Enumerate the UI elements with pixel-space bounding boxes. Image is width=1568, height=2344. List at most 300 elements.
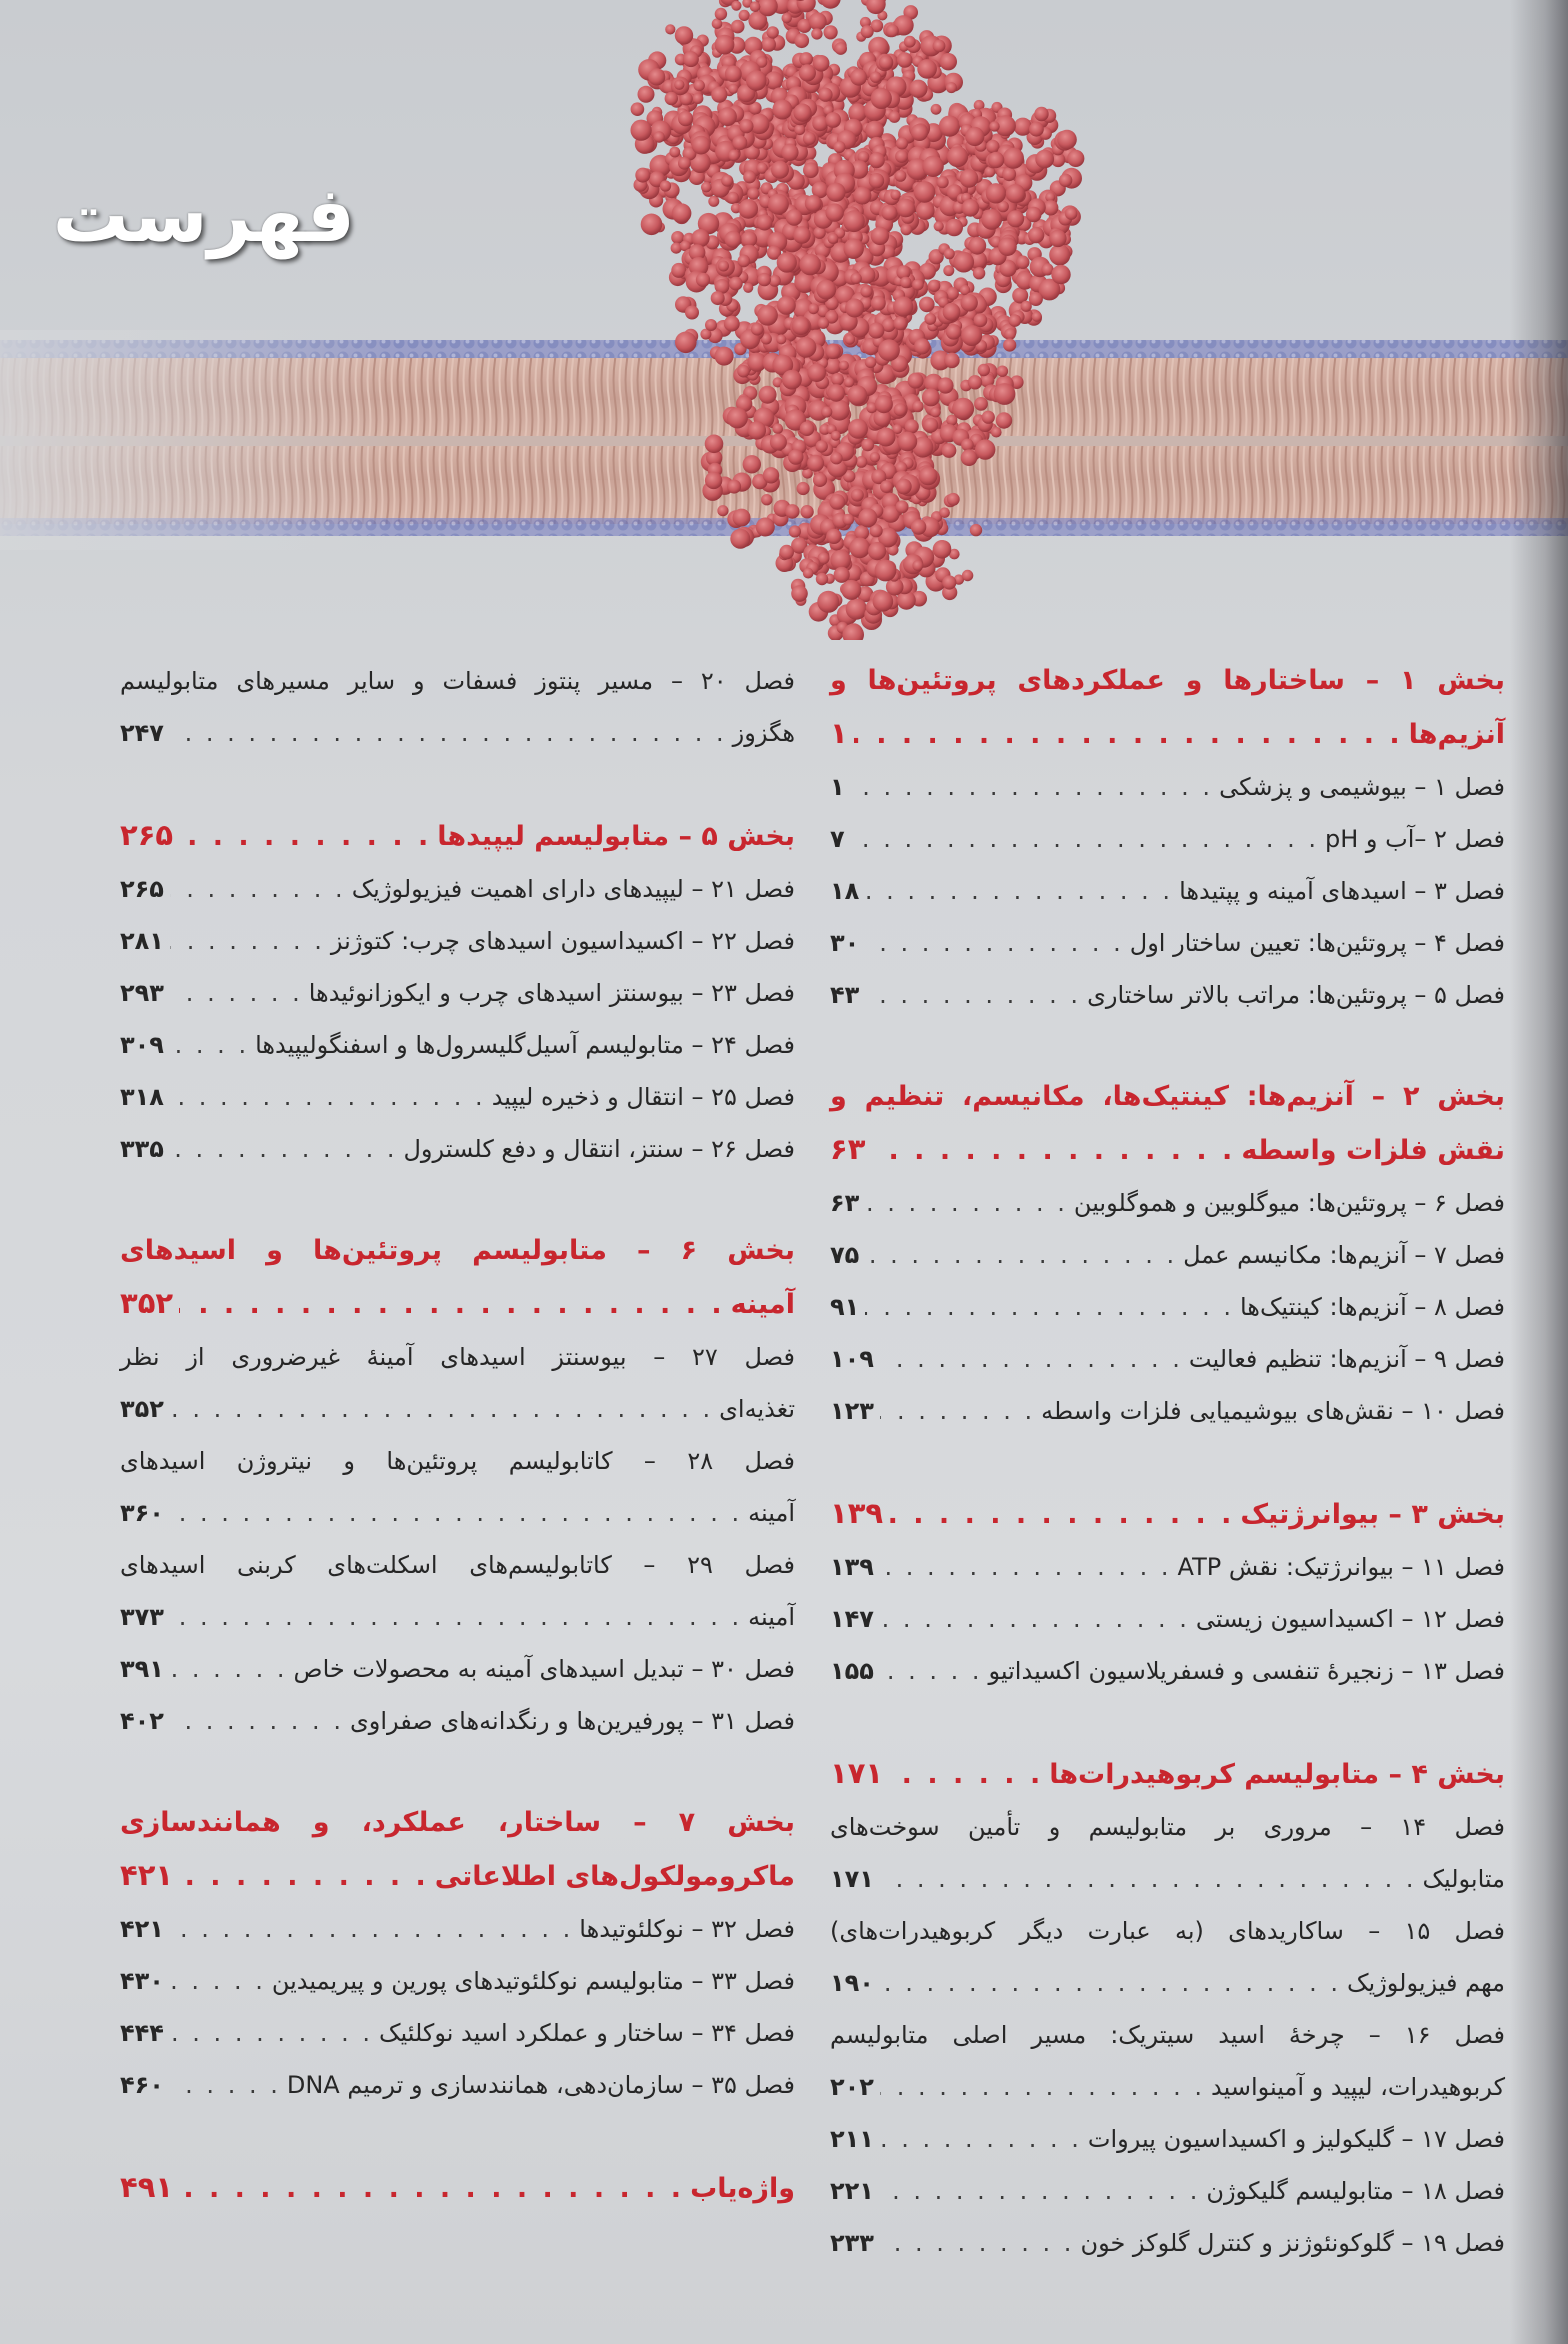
protein-bead (919, 467, 938, 486)
protein-bead (912, 560, 923, 571)
protein-bead (635, 168, 650, 183)
toc-entry[interactable]: فصل ۳۳ – متابولیسم نوکلئوتیدهای پورین و پیریمیدین . . . ۴۳۰ (120, 1955, 795, 2007)
protein-bead (931, 104, 942, 115)
protein-bead (781, 144, 798, 161)
protein-bead (912, 401, 924, 413)
protein-bead (789, 525, 801, 537)
protein-bead (770, 434, 787, 451)
protein-bead (871, 227, 889, 245)
page-number: ۶۳ (830, 1189, 860, 1217)
page-number: ۶۳ (830, 1132, 866, 1166)
protein-bead (811, 28, 822, 39)
protein-bead (868, 322, 884, 338)
protein-bead (816, 440, 828, 452)
protein-bead (850, 273, 861, 284)
protein-bead (834, 567, 850, 583)
protein-bead (981, 209, 1002, 230)
protein-bead (974, 397, 988, 411)
protein-bead (841, 580, 861, 600)
protein-bead (880, 480, 893, 493)
protein-bead (943, 265, 954, 276)
protein-bead (946, 324, 962, 340)
protein-bead (767, 26, 779, 38)
protein-bead (730, 529, 750, 549)
protein-bead (665, 92, 678, 105)
toc-entry[interactable]: فصل ۱۸ – متابولیسم گلیکوژن . . . ۲۲۱ (830, 2165, 1505, 2217)
protein-bead (691, 229, 709, 247)
protein-bead (675, 332, 697, 354)
protein-bead (757, 305, 778, 326)
protein-bead (727, 480, 741, 494)
protein-bead (797, 482, 810, 495)
page-number: ۳۰۹ (120, 1031, 164, 1059)
protein-bead (724, 316, 740, 332)
protein-bead (718, 107, 737, 126)
protein-bead (763, 467, 779, 483)
protein-bead (888, 111, 900, 123)
protein-bead (968, 237, 986, 255)
toc-part-2 (830, 1071, 1505, 1437)
protein-bead (799, 254, 821, 276)
protein-bead (942, 443, 957, 458)
toc-part-5 (120, 809, 795, 1175)
page-number: ۱۳۹ (830, 1553, 874, 1581)
protein-bead (678, 111, 693, 126)
page-number: ۱۹۰ (830, 1969, 874, 1997)
protein-bead (782, 13, 792, 23)
page-number: ۱۰۹ (830, 1345, 874, 1373)
toc-entry[interactable]: فصل ۱۰ – نقش‌های بیوشیمیایی فلزات واسطه . . . ۱۲۳ (830, 1385, 1505, 1437)
protein-bead (786, 209, 803, 226)
protein-bead (945, 219, 963, 237)
toc-entry[interactable]: فصل ۱۲ – اکسیداسیون زیستی . . . ۱۴۷ (830, 1593, 1505, 1645)
protein-bead (943, 303, 961, 321)
page-number: ۲۹۳ (120, 979, 164, 1007)
protein-bead (737, 365, 750, 378)
protein-bead (750, 1, 761, 12)
protein-bead (827, 384, 845, 402)
protein-bead (809, 12, 827, 30)
protein-bead (821, 406, 832, 417)
toc-entry[interactable]: فصل ۲۵ – انتقال و ذخیره لیپید . . . ۳۱۸ (120, 1071, 795, 1123)
toc-entry[interactable]: فصل ۸ – آنزیم‌ها: کینتیک‌ها . . . ۹۱ (830, 1281, 1505, 1333)
protein-bead (743, 283, 753, 293)
protein-bead (1002, 167, 1016, 181)
protein-bead (818, 317, 830, 329)
page-number: ۱۴۷ (830, 1605, 874, 1633)
protein-bead (761, 37, 776, 52)
protein-bead (799, 64, 816, 81)
toc-entry[interactable]: فصل ۱۴ – مروری بر متابولیسم و تأمین سوخت‌های متابولیک . . . ۱۷۱ (830, 1801, 1505, 1905)
toc-entry[interactable]: فصل ۲۶ – سنتز، انتقال و دفع کلسترول . . . ۳۳۵ (120, 1123, 795, 1175)
protein-bead (826, 529, 841, 544)
page-number: ۴۳ (830, 981, 860, 1009)
protein-bead (1029, 292, 1043, 306)
protein-bead (890, 190, 900, 200)
protein-bead (692, 136, 711, 155)
protein-bead (717, 505, 728, 516)
protein-bead (638, 86, 655, 103)
protein-bead (965, 127, 984, 146)
protein-bead (871, 296, 886, 311)
protein-bead (914, 181, 936, 203)
protein-bead (671, 263, 686, 278)
protein-bead (732, 135, 747, 150)
protein-bead (747, 188, 759, 200)
protein-bead (818, 88, 832, 102)
protein-bead (896, 199, 915, 218)
protein-bead (897, 52, 913, 68)
protein-bead (944, 353, 960, 369)
protein-bead (733, 509, 751, 527)
protein-bead (800, 421, 815, 436)
protein-bead (923, 418, 938, 433)
protein-bead (856, 456, 868, 468)
page-number: ۱۷۱ (830, 1865, 874, 1893)
protein-bead (928, 280, 940, 292)
protein-bead (858, 508, 877, 527)
page-number: ۳۹۱ (120, 1655, 164, 1683)
protein-bead (1051, 265, 1070, 284)
protein-bead (715, 35, 735, 55)
protein-bead (794, 124, 805, 135)
protein-bead (896, 137, 908, 149)
protein-bead (1003, 148, 1024, 169)
protein-bead (869, 152, 885, 168)
protein-bead (974, 313, 988, 327)
protein-bead (1057, 130, 1077, 150)
protein-bead (895, 170, 907, 182)
page-number: ۳۶۰ (120, 1499, 164, 1527)
protein-bead (961, 294, 978, 311)
protein-bead (845, 299, 864, 318)
protein-bead (860, 286, 872, 298)
part-title[interactable]: بخش ۲ – آنزیم‌ها: کینتیک‌ها، مکانیسم، تنظیم و نقش فلزات واسطه . . . ۶۳ (830, 1071, 1505, 1177)
protein-bead (792, 317, 810, 335)
part-title[interactable]: بخش ۵ – متابولیسم لیپیدها . . . ۲۶۵ (120, 809, 795, 863)
protein-bead (912, 279, 924, 291)
protein-bead (777, 252, 797, 272)
protein-bead (748, 421, 766, 439)
toc-part-1 (830, 655, 1505, 1021)
protein-bead (727, 192, 739, 204)
protein-bead (1029, 122, 1044, 137)
protein-bead (665, 24, 675, 34)
protein-bead (989, 121, 999, 131)
protein-bead (961, 449, 978, 466)
protein-bead (873, 591, 894, 612)
protein-bead (816, 280, 836, 300)
protein-bead (817, 591, 839, 613)
protein-bead (773, 423, 784, 434)
toc-entry[interactable]: فصل ۲۴ – متابولیسم آسیل‌گلیسرول‌ها و اسفنگولیپیدها . . . ۳۰۹ (120, 1019, 795, 1071)
protein-bead (849, 537, 870, 558)
protein-bead (1059, 174, 1072, 187)
page-number: ۴۲۱ (120, 1858, 174, 1892)
toc-entry[interactable]: فصل ۴ – پروتئین‌ها: تعیین ساختار اول . . . ۳۰ (830, 917, 1505, 969)
protein-bead (831, 431, 841, 441)
protein-bead (739, 119, 753, 133)
toc-entry[interactable]: فصل ۳۰ – تبدیل اسیدهای آمینه به محصولات خاص . . . ۳۹۱ (120, 1643, 795, 1695)
protein-bead (738, 255, 751, 268)
page-number: ۳۰ (830, 929, 860, 957)
protein-bead (998, 237, 1017, 256)
protein-bead (952, 398, 974, 420)
protein-bead (756, 518, 775, 537)
protein-bead (871, 88, 892, 109)
toc-entry[interactable]: فصل ۶ – پروتئین‌ها: میوگلوبین و هموگلوبین . . . ۶۳ (830, 1177, 1505, 1229)
page-number: ۲۶۵ (120, 818, 174, 852)
protein-bead (865, 357, 877, 369)
toc-entry[interactable]: فصل ۲ –آب و pH . . . ۷ (830, 813, 1505, 865)
protein-bead (1004, 328, 1016, 340)
protein-bead (900, 277, 912, 289)
protein-bead (939, 116, 960, 137)
protein-bead (996, 412, 1012, 428)
protein-bead (631, 120, 652, 141)
protein-bead (728, 150, 739, 161)
protein-bead (904, 36, 916, 48)
page-number: ۴۳۰ (120, 1967, 164, 1995)
protein-bead (875, 395, 893, 413)
protein-bead (777, 296, 796, 315)
protein-bead (861, 439, 874, 452)
part-title[interactable]: واژه‌یاب . . . ۴۹۱ (120, 2161, 795, 2215)
protein-bead (946, 82, 957, 93)
protein-bead (756, 214, 772, 230)
toc-entry[interactable]: فصل ۹ – آنزیم‌ها: تنظیم فعالیت . . . ۱۰۹ (830, 1333, 1505, 1385)
toc-part-6 (120, 1225, 795, 1747)
protein-bead (831, 373, 844, 386)
protein-bead (685, 306, 699, 320)
protein-bead (758, 273, 771, 286)
toc-entry[interactable]: فصل ۳۲ – نوکلئوتیدها . . . ۴۲۱ (120, 1903, 795, 1955)
toc-entry[interactable]: فصل ۱۶ – چرخهٔ اسید سیتریک: مسیر اصلی متابولیسم کربوهیدرات، لیپید و آمینواسید . . . ۲۰۲ (830, 2009, 1505, 2113)
protein-bead (937, 377, 953, 393)
protein-bead (694, 80, 705, 91)
protein-bead (870, 72, 881, 83)
protein-bead (895, 150, 908, 163)
toc-entry[interactable]: فصل ۱۷ – گلیکولیز و اکسیداسیون پیروات . . . ۲۱۱ (830, 2113, 1505, 2165)
protein-bead (865, 121, 884, 140)
protein-bead (847, 385, 867, 405)
protein-bead (672, 203, 692, 223)
page-number: ۳۱۸ (120, 1083, 164, 1111)
toc-entry[interactable]: فصل ۲۱ – لیپیدهای دارای اهمیت فیزیولوژیک . . . ۲۶۵ (120, 863, 795, 915)
protein-bead (785, 504, 800, 519)
protein-bead (930, 407, 941, 418)
protein-bead (771, 161, 789, 179)
protein-bead (922, 388, 940, 406)
page-number: ۲۶۵ (120, 875, 164, 903)
protein-bead (901, 224, 913, 236)
protein-bead (803, 132, 816, 145)
toc-entry[interactable]: فصل ۳۱ – پورفیرین‌ها و رنگدانه‌های صفراوی . . . ۴۰۲ (120, 1695, 795, 1747)
toc-part-7 (120, 1797, 795, 2111)
protein-bead (816, 573, 828, 585)
protein-bead (933, 540, 952, 559)
protein-bead (796, 337, 817, 358)
part-title[interactable]: بخش ۶ – متابولیسم پروتئین‌ها و اسیدهای آمینه . . . ۳۵۲ (120, 1225, 795, 1331)
protein-bead (1035, 150, 1054, 169)
page-number: ۲۸۱ (120, 927, 164, 955)
protein-bead (705, 472, 722, 489)
toc-entry[interactable]: فصل ۲۳ – بیوسنتز اسیدهای چرب و ایکوزانوئیدها . . . ۲۹۳ (120, 967, 795, 1019)
protein-bead (830, 452, 842, 464)
protein-bead (683, 51, 699, 67)
protein-bead (944, 248, 955, 259)
part-title[interactable]: بخش ۳ – بیوانرژتیک . . . ۱۳۹ (830, 1487, 1505, 1541)
toc-entry[interactable]: فصل ۵ – پروتئین‌ها: مراتب بالاتر ساختاری . . . ۴۳ (830, 969, 1505, 1021)
protein-bead (739, 10, 750, 21)
page-number: ۷۵ (830, 1241, 860, 1269)
part-title[interactable]: بخش ۷ – ساختار، عملکرد، و همانندسازی ماکرومولکول‌های اطلاعاتی . . . ۴۲۱ (120, 1797, 795, 1903)
toc-entry[interactable]: فصل ۳۴ – ساختار و عملکرد اسید نوکلئیک . . . ۴۴۴ (120, 2007, 795, 2059)
protein-bead (1007, 210, 1024, 227)
protein-bead (826, 183, 845, 202)
protein-bead (715, 8, 727, 20)
protein-bead (917, 59, 937, 79)
protein-bead (794, 33, 809, 48)
protein-bead (844, 239, 864, 259)
protein-bead (725, 66, 742, 83)
page-number: ۱ (830, 716, 848, 750)
protein-bead (953, 252, 974, 273)
protein-bead (986, 140, 999, 153)
page-number: ۱ (830, 773, 845, 801)
protein-bead (779, 545, 794, 560)
protein-bead (909, 80, 927, 98)
protein-bead (1016, 256, 1029, 269)
protein-bead (799, 52, 813, 66)
protein-bead (870, 452, 880, 462)
toc-entry[interactable]: فصل ۱۵ – ساکاریدهای (به عبارت دیگر کربوهیدرات‌های) مهم فیزیولوژیک . . . ۱۹۰ (830, 1905, 1505, 2009)
page-number: ۳۳۵ (120, 1135, 164, 1163)
protein-bead (973, 267, 985, 279)
protein-bead (846, 598, 867, 619)
protein-bead (962, 570, 973, 581)
toc-entry[interactable]: فصل ۲۹ – کاتابولیسم‌های اسکلت‌های کربنی اسیدهای آمینه . . . ۳۷۳ (120, 1539, 795, 1643)
page-number: ۳۵۲ (120, 1395, 164, 1423)
protein-bead (978, 364, 990, 376)
protein-bead (708, 196, 719, 207)
toc-entry[interactable]: فصل ۲۰ – مسیر پنتوز فسفات و سایر مسیرهای متابولیسم هگزوز . . . ۲۴۷ (120, 655, 795, 759)
protein-bead (933, 40, 946, 53)
protein-bead (879, 55, 893, 69)
protein-bead (896, 479, 912, 495)
protein-bead (761, 494, 772, 505)
toc-entry[interactable]: فصل ۲۲ – اکسیداسیون اسیدهای چرب: کتوژنز . . . ۲۸۱ (120, 915, 795, 967)
protein-bead (877, 428, 896, 447)
protein-bead (807, 363, 826, 382)
toc-part-3 (830, 1487, 1505, 1697)
protein-bead (986, 183, 1006, 203)
protein-bead (881, 205, 897, 221)
protein-bead (768, 194, 789, 215)
protein-bead (960, 169, 979, 188)
protein-bead (1032, 312, 1042, 322)
page-number: ۲۳۳ (830, 2229, 874, 2257)
protein-bead (897, 432, 917, 452)
protein-bead (988, 152, 1004, 168)
page-number: ۱۸ (830, 877, 860, 905)
page-number: ۴۰۲ (120, 1707, 164, 1735)
page-number: ۲۱۱ (830, 2125, 874, 2153)
protein-bead (825, 112, 841, 128)
protein-bead (805, 195, 822, 212)
protein-bead (968, 375, 982, 389)
page-edge-shadow (1510, 0, 1568, 2344)
protein-bead (820, 0, 840, 9)
protein-bead (731, 1, 741, 11)
toc-entry[interactable]: فصل ۷ – آنزیم‌ها: مکانیسم عمل . . . ۷۵ (830, 1229, 1505, 1281)
toc-entry[interactable]: فصل ۳۵ – سازمان‌دهی، همانندسازی و ترمیم DNA . . . ۴۶۰ (120, 2059, 795, 2111)
protein-bead (1034, 107, 1048, 121)
protein-bead (843, 514, 855, 526)
page-number: ۳۵۲ (120, 1286, 174, 1320)
protein-bead (942, 575, 956, 589)
protein-bead (727, 407, 748, 428)
protein-bead (922, 156, 943, 177)
part-title[interactable]: بخش ۴ – متابولیسم کربوهیدرات‌ها . . . ۱۷۱ (830, 1747, 1505, 1801)
protein-bead (803, 162, 819, 178)
toc-entry[interactable]: فصل ۳ – اسیدهای آمینه و پپتیدها . . . ۱۸ (830, 865, 1505, 917)
protein-bead (1028, 227, 1044, 243)
protein-bead (848, 419, 868, 439)
protein-bead (725, 231, 742, 248)
protein-bead (824, 25, 838, 39)
protein-bead (776, 334, 786, 344)
protein-bead (844, 377, 854, 387)
part-title[interactable]: بخش ۱ – ساختارها و عملکردهای پروتئین‌ها و آنزیم‌ها . . . ۱ (830, 655, 1505, 761)
toc-entry[interactable]: فصل ۱۳ – زنجیرهٔ تنفسی و فسفریلاسیون اکسیداتیو . . . ۱۵۵ (830, 1645, 1505, 1697)
toc-entry[interactable]: فصل ۱ – بیوشیمی و پزشکی . . . ۱ (830, 761, 1505, 813)
toc-index (120, 2161, 795, 2215)
protein-bead (1049, 244, 1070, 265)
protein-bead (937, 176, 949, 188)
protein-bead (875, 560, 897, 582)
toc-entry[interactable]: فصل ۱۹ – گلوکونئوژنز و کنترل گلوکز خون . . . ۲۳۳ (830, 2217, 1505, 2269)
page-number: ۲۰۲ (830, 2073, 874, 2101)
protein-bead (671, 243, 682, 254)
protein-bead (853, 187, 871, 205)
toc-entry[interactable]: فصل ۲۸ – کاتابولیسم پروتئین‌ها و نیتروژن اسیدهای آمینه . . . ۳۶۰ (120, 1435, 795, 1539)
protein-bead (782, 370, 802, 390)
protein-bead (721, 175, 733, 187)
toc-entry[interactable]: فصل ۱۱ – بیوانرژتیک: نقش ATP . . . ۱۳۹ (830, 1541, 1505, 1593)
protein-bead (692, 93, 703, 104)
protein-bead (660, 180, 671, 191)
protein-bead (826, 203, 844, 221)
protein-bead (1009, 314, 1022, 327)
protein-bead (705, 435, 724, 454)
protein-bead (896, 500, 909, 513)
toc-part-4-continued (120, 655, 795, 759)
protein-bead (861, 25, 874, 38)
protein-bead (1026, 207, 1042, 223)
protein-bead (982, 411, 995, 424)
protein-bead (939, 507, 950, 518)
toc-entry[interactable]: فصل ۲۷ – بیوسنتز اسیدهای آمینهٔ غیرضروری از نظر تغذیه‌ای . . . ۳۵۲ (120, 1331, 795, 1435)
protein-bead (916, 201, 935, 220)
protein-bead (1003, 338, 1016, 351)
protein-bead (641, 214, 663, 236)
page-number: ۱۳۹ (830, 1496, 884, 1530)
protein-bead (803, 568, 814, 579)
protein-bead (894, 403, 907, 416)
header-illustration (0, 0, 1568, 640)
page-number: ۳۷۳ (120, 1603, 164, 1631)
